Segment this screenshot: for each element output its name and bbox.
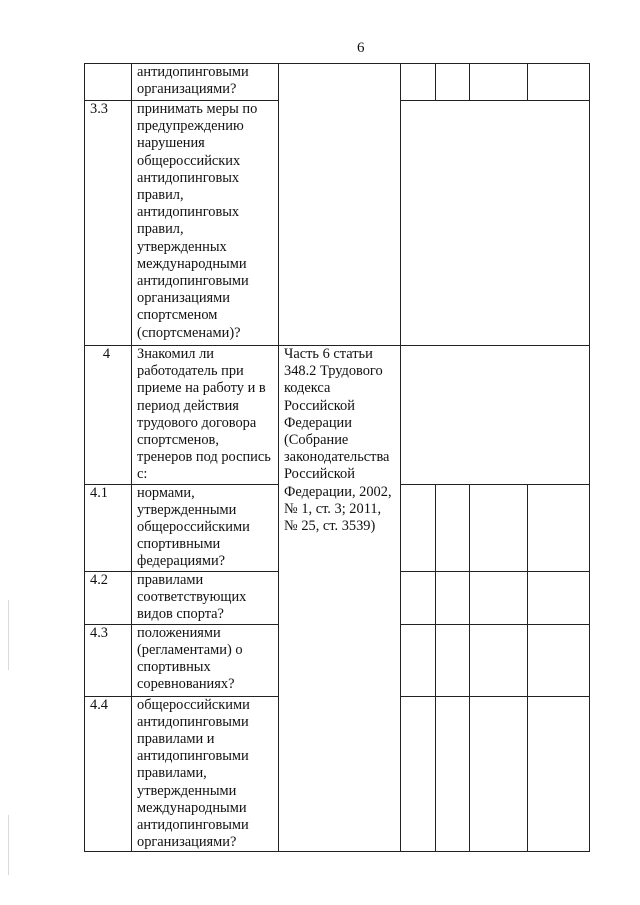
row-number <box>85 64 132 101</box>
answer-cell <box>470 696 528 852</box>
row-number: 4.1 <box>85 484 132 571</box>
row-number: 3.3 <box>85 101 132 346</box>
row-number: 4.4 <box>85 696 132 852</box>
answer-cell <box>401 346 590 485</box>
answer-cell <box>436 571 470 624</box>
question-text: общероссийскими антидопинговыми правилами и антидопинговыми правилами, утвержденными международными антидопинговыми организациями? <box>132 696 279 852</box>
row-number: 4.3 <box>85 624 132 696</box>
row-number: 4.2 <box>85 571 132 624</box>
law-reference: Часть 6 статьи 348.2 Трудового кодекса Российской Федерации (Собрание законодательства Российской Федерации, 2002, № 1, ст. 3; 2011, № 25, ст. 3539) <box>279 346 401 852</box>
question-text: нормами, утвержденными общероссийскими спортивными федерациями? <box>132 484 279 571</box>
answer-cell <box>436 484 470 571</box>
question-text: положениями (регламентами) о спортивных соревнованиях? <box>132 624 279 696</box>
law-reference-empty <box>279 64 401 346</box>
answer-cell <box>401 624 436 696</box>
answer-cell <box>470 64 528 101</box>
answer-cell <box>436 696 470 852</box>
answer-cell <box>436 624 470 696</box>
answer-cell <box>528 484 590 571</box>
question-text: антидопинговыми организациями? <box>132 64 279 101</box>
question-text: правилами соответствующих видов спорта? <box>132 571 279 624</box>
answer-cell <box>528 64 590 101</box>
answer-cell <box>401 101 590 346</box>
answer-cell <box>528 624 590 696</box>
answer-cell <box>470 571 528 624</box>
answer-cell <box>401 571 436 624</box>
scan-edge-mark <box>8 815 9 875</box>
question-text: Знакомил ли работодатель при приеме на работу и в период действия трудового договора спортсменов, тренеров под роспись с: <box>132 346 279 485</box>
table-row <box>85 64 590 101</box>
row-number: 4 <box>85 346 132 485</box>
answer-cell <box>528 696 590 852</box>
checklist-table <box>84 63 590 852</box>
answer-cell <box>470 624 528 696</box>
question-text: принимать меры по предупреждению нарушения общероссийских антидопинговых правил, антидопинговых правил, утвержденных международными антидопинговыми организациями спортсменом (спортсменами)? <box>132 101 279 346</box>
answer-cell <box>401 64 436 101</box>
answer-cell <box>528 571 590 624</box>
answer-cell <box>401 696 436 852</box>
table-row <box>85 346 590 485</box>
page-number: 6 <box>357 40 365 56</box>
scan-edge-mark <box>8 600 9 670</box>
answer-cell <box>470 484 528 571</box>
answer-cell <box>436 64 470 101</box>
answer-cell <box>401 484 436 571</box>
